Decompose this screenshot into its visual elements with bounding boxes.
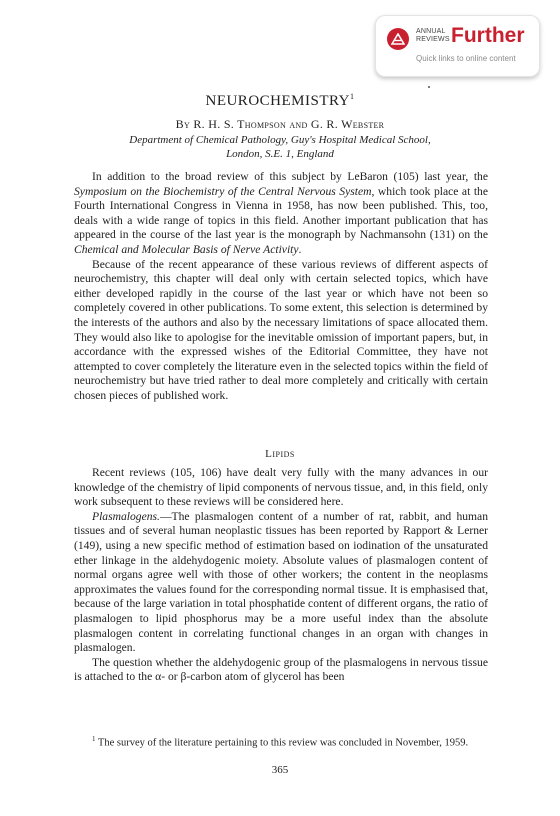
intro-paragraph-2: Because of the recent appearance of these various reviews of different aspects of neurochemistry, this chapter will deal only with certain selected topics, which have either developed rapidly in the course of the last year or which have not been so completely covered in other publications. To some extent, this selection is determined by the interests of the authors and also by the necessary limitations of space allocated them. They would also like to apologise for the inevitable omission of important papers, but, in accordance with the expressed wishes of the Editorial Committee, they have not attempted to cover completely the literature even in the selected topics within the field of neurochemistry but have tried rather to deal more completely and critically with certain chosen pieces of published work.	[74, 257, 488, 402]
publisher-name: ANNUAL REVIEWS	[416, 28, 450, 43]
intro-paragraph-1: In addition to the broad review of this subject by LeBaron (105) last year, the Symposium on the Biochemistry of the Central Nervous System, which took place at the Fourth International Congress in Vienna in 1958, has now been published. This, too, deals with a wide range of topics in this field. Another important publication that has appeared in the course of the last year is the monograph by Nachmansohn (131) on the Chemical and Molecular Basis of Nerve Activity.	[74, 170, 488, 256]
stray-mark	[428, 86, 430, 88]
lipids-paragraph-3: The question whether the aldehydogenic group of the plasmalogens in nervous tissue is attached to the α- or β-carbon atom of glycerol has been	[74, 655, 488, 684]
further-label: Further	[451, 24, 525, 47]
annual-reviews-logo-icon	[387, 28, 409, 50]
footnote: $^1$ The survey of the literature pertaining to this review was concluded in November, 1959.	[92, 735, 469, 749]
intro-section	[74, 170, 488, 404]
plasmalogens-paragraph: Plasmalogens.—The plasmalogen content of a number of rat, rabbit, and human tissues and of several human neoplastic tissues has been reported by Rapport & Lerner (149), using a new specific method of estimation based on iodination of the unsaturated ether linkage in the aldehydogenic moiety. Absolute values of plasmalogen content of normal organs agree well with those of other workers; the content in the neoplasms approximates the values found for the corresponding normal tissue. It is emphasised that, because of the large variation in total phosphatide content of different organs, the ratio of plasmalogen to lipid phosphorus may be a more useful index than the absolute plasmalogen content in correlating functional changes in an organ with changes in plasmalogen.	[74, 509, 488, 655]
footnote-mark: 1	[92, 735, 96, 743]
lipids-section	[74, 466, 488, 685]
quick-links-label: Quick links to online content	[416, 54, 516, 63]
article-title: NEUROCHEMISTRY$^1$	[205, 92, 355, 109]
affiliation-line-1: Department of Chemical Pathology, Guy's Hospital Medical School,	[129, 134, 431, 146]
affiliation-line-2: London, S.E. 1, England	[226, 148, 334, 160]
authors-line: By R. H. S. Thompson and G. R. Webster	[175, 117, 385, 131]
annual-reviews-further-badge[interactable]	[375, 15, 540, 77]
title-footnote-mark: 1	[350, 92, 355, 101]
page-number: 365	[271, 764, 289, 776]
lipids-paragraph-1: Recent reviews (105, 106) have dealt very fully with the many advances in our knowledge of the chemistry of lipid components of nervous tissue, and, in this field, only work subsequent to these reviews will be considered here.	[74, 466, 488, 509]
section-heading-lipids: Lipids	[265, 448, 295, 460]
